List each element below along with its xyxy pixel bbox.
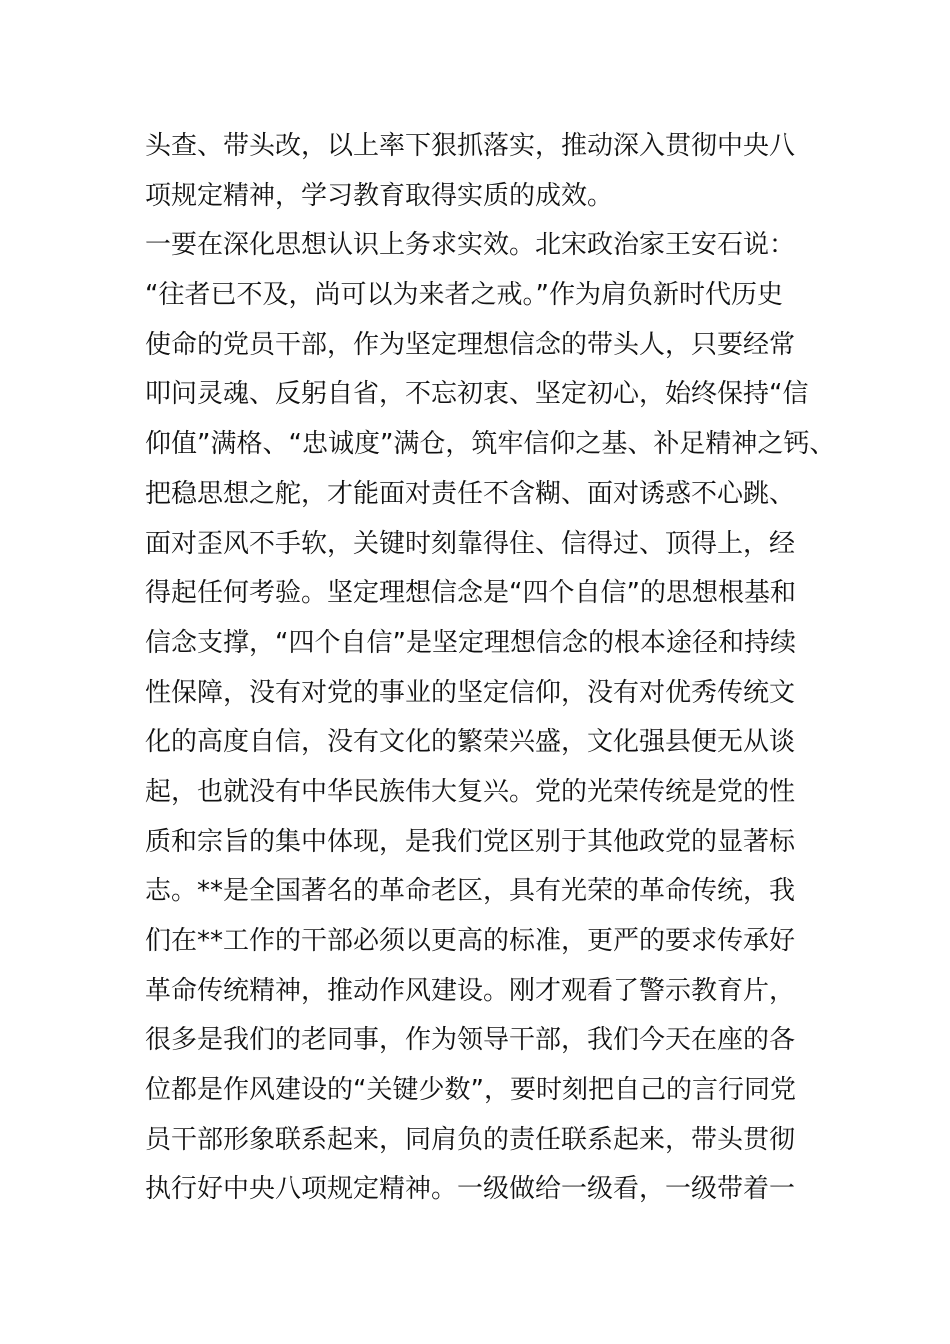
text-line: 叩问灵魂、反躬自省，不忘初衷、坚定初心，始终保持“信 [145, 379, 809, 410]
text-line: 信念支撑，“四个自信”是坚定理想信念的根本途径和持续 [145, 627, 796, 658]
text-line: “往者已不及，尚可以为来者之戒。”作为肩负新时代历史 [145, 280, 783, 311]
text-line: 项规定精神，学习教育取得实质的成效。 [145, 180, 614, 211]
text-line: 志。**是全国著名的革命老区，具有光荣的革命传统，我 [145, 876, 796, 907]
text-line: 得起任何考验。坚定理想信念是“四个自信”的思想根基和 [145, 578, 796, 609]
text-line: 们在**工作的干部必须以更高的标准，更严的要求传承好 [145, 926, 796, 956]
text-line: 仰值”满格、“忠诚度”满仓，筑牢信仰之基、补足精神之钙、 [145, 429, 836, 460]
text-line: 使命的党员干部，作为坚定理想信念的带头人，只要经常 [145, 329, 796, 360]
text-line: 位都是作风建设的“关键少数”，要时刻把自己的言行同党 [145, 1075, 796, 1106]
text-line: 质和宗旨的集中体现，是我们党区别于其他政党的显著标 [145, 826, 796, 857]
text-line: 面对歪风不手软，关键时刻靠得住、信得过、顶得上，经 [145, 528, 796, 559]
text-line: 性保障，没有对党的事业的坚定信仰，没有对优秀传统文 [145, 677, 796, 708]
text-line: 起，也就没有中华民族伟大复兴。党的光荣传统是党的性 [145, 776, 796, 807]
text-line: 一要在深化思想认识上务求实效。北宋政治家王安石说： [145, 230, 796, 261]
text-line: 执行好中央八项规定精神。一级做给一级看，一级带着一 [145, 1174, 796, 1205]
text-line: 头查、带头改，以上率下狠抓落实，推动深入贯彻中央八 [145, 131, 796, 161]
text-line: 化的高度自信，没有文化的繁荣兴盛，文化强县便无从谈 [145, 727, 796, 758]
text-line: 把稳思想之舵，才能面对责任不含糊、面对诱惑不心跳、 [145, 478, 796, 509]
text-line: 革命传统精神，推动作风建设。刚才观看了警示教育片， [145, 975, 796, 1006]
text-line: 员干部形象联系起来，同肩负的责任联系起来，带头贯彻 [145, 1124, 796, 1155]
text-line: 很多是我们的老同事，作为领导干部，我们今天在座的各 [145, 1025, 796, 1056]
body-text [145, 122, 836, 1215]
